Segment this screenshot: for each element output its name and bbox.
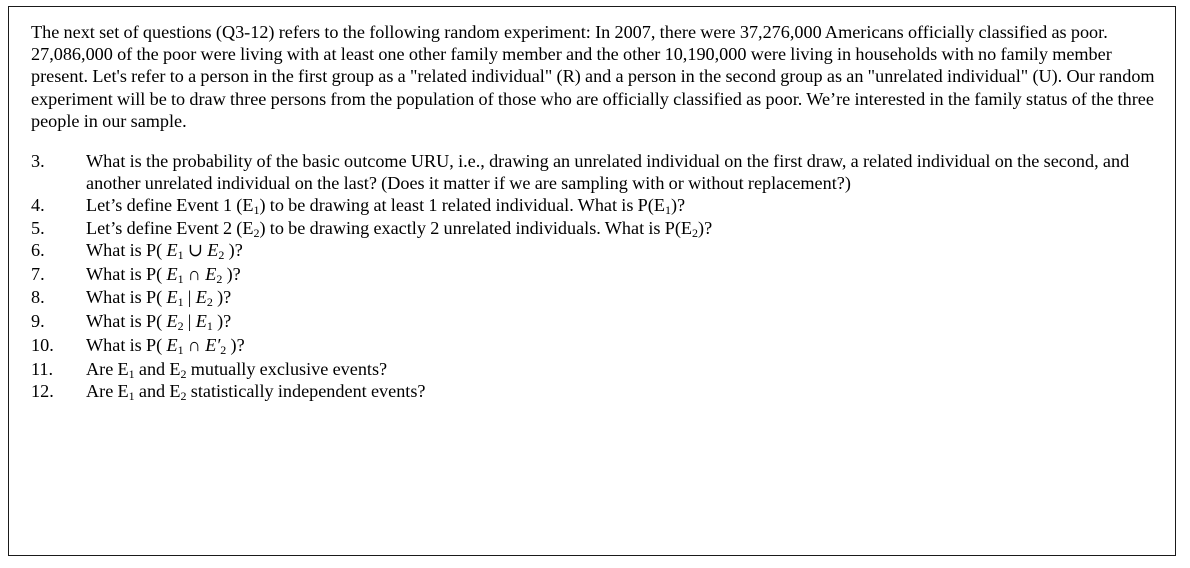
question-10	[31, 334, 1155, 357]
question-8	[31, 286, 1155, 309]
question-text: Are $E_1$ and $E_2$ statistically independent events?	[86, 381, 426, 404]
question-number: 9.	[31, 311, 45, 332]
question-6	[31, 239, 1155, 262]
question-4	[31, 194, 1155, 216]
question-number: 12.	[31, 381, 54, 402]
question-box	[8, 6, 1176, 556]
question-text: What is P( $E_1$ ∩ $E'_2$ )?	[86, 335, 245, 358]
question-12	[31, 380, 1155, 402]
question-7	[31, 263, 1155, 286]
question-text: What is P( $E_1$ ∩ $E_2$ )?	[86, 263, 241, 286]
question-number: 10.	[31, 335, 54, 356]
question-3	[31, 150, 1155, 194]
question-text: What is the probability of the basic outcome URU, i.e., drawing an unrelated individual on the first draw, a related individual on the second, and another unrelated individual on the last? (Does it matter if we are sampling with or without replacement?)	[86, 151, 1130, 194]
question-text: Let’s define Event 2 $(E_2)$ to be drawing exactly 2 unrelated individuals. What is $P(E_2)$?	[86, 217, 713, 240]
question-number: 8.	[31, 287, 45, 308]
question-9	[31, 310, 1155, 333]
question-number: 4.	[31, 195, 45, 216]
question-text: What is P( $E_1$ | $E_2$ )?	[86, 287, 232, 310]
question-number: 5.	[31, 217, 45, 238]
question-number: 11.	[31, 358, 54, 379]
question-text: Are $E_1$ and $E_2$ mutually exclusive events?	[86, 358, 388, 381]
question-number: 6.	[31, 239, 45, 260]
question-11	[31, 358, 1155, 380]
question-text: What is P( $E_1$ ∪ $E_2$ )?	[86, 239, 243, 262]
question-number: 7.	[31, 263, 45, 284]
question-number: 3.	[31, 151, 45, 172]
intro-paragraph: The next set of questions (Q3-12) refers to the following random experiment: In 2007, there were 37,276,000 Americans officially classified as poor. 27,086,000 of the poor were living with at least one other family member and the other 10,190,000 were living in households with no family member present. Let's refer to a person in the first group as a "related individual" (R) and a person in the second group as an "unrelated individual" (U). Our random experiment will be to draw three persons from the population of those who are officially classified as poor. We’re interested in the family status of the three people in our sample.	[31, 22, 1155, 131]
question-list	[31, 150, 1155, 402]
question-5	[31, 217, 1155, 239]
question-text: Let’s define Event 1 $(E_1)$ to be drawing at least 1 related individual. What is $P(E_1)$?	[86, 195, 686, 218]
question-text: What is P( $E_2$ | $E_1$ )?	[86, 311, 232, 334]
